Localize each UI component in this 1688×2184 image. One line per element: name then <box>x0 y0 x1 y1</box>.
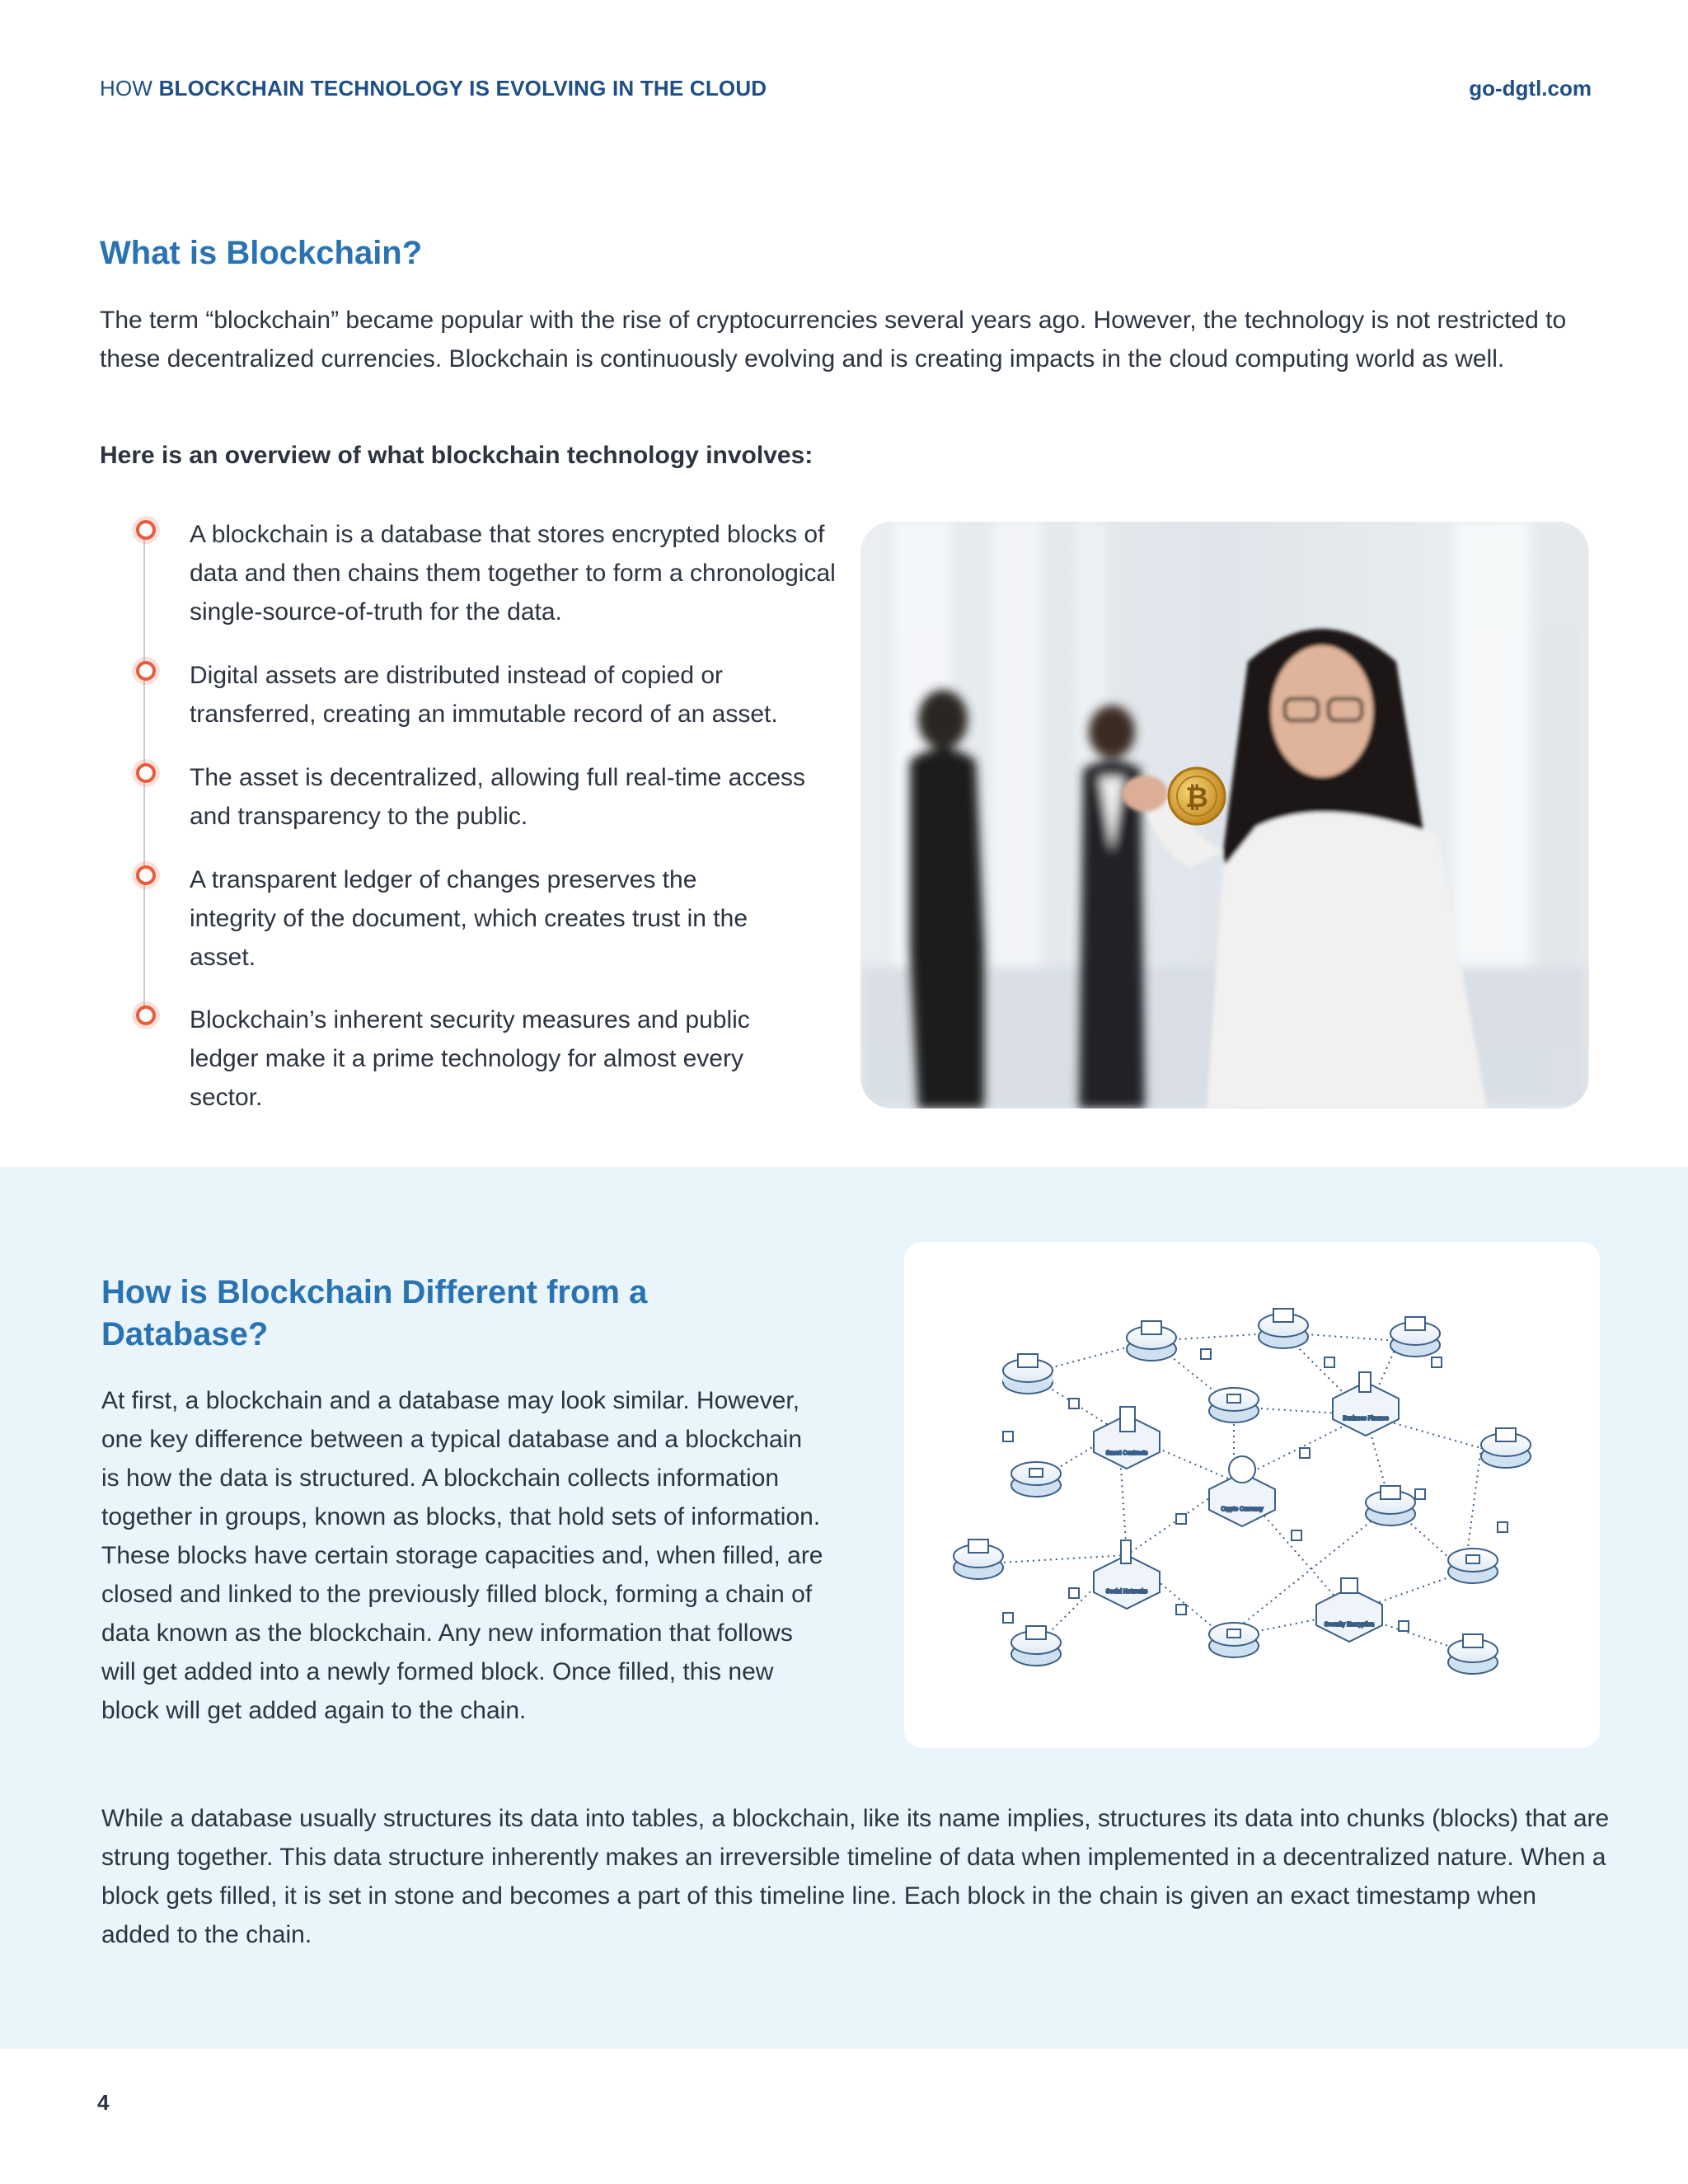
site-url[interactable]: go-dgtl.com <box>1469 76 1592 101</box>
node-label-social-networks: Social Networks <box>1105 1589 1148 1595</box>
section-title: How is Blockchain Different from a Database? <box>101 1274 648 1352</box>
header-title: BLOCKCHAIN TECHNOLOGY IS EVOLVING IN THE CLOUD <box>158 76 767 101</box>
bullet-text: The asset is decentralized, allowing full real-time access and transparency to the public. <box>190 764 805 830</box>
node-label-smart-contracts: Smart Contracts <box>1105 1451 1148 1456</box>
bullet-text: A transparent ledger of changes preserves the integrity of the document, which creates trust in the asset. <box>190 866 748 971</box>
node-label-security-encryption: Security Encryption <box>1324 1622 1375 1628</box>
bullet-dot-icon <box>136 520 156 540</box>
section-title: What is Blockchain? <box>100 235 423 271</box>
node-label-business-finance: Business Finance <box>1343 1416 1389 1422</box>
bullet-text: Digital assets are distributed instead of copied or transferred, creating an immutable record of an asset. <box>190 662 778 728</box>
header-prefix: HOW <box>100 76 153 101</box>
bullet-text: Blockchain’s inherent security measures and public ledger make it a prime technology for almost every sector. <box>190 1006 750 1111</box>
photo-woman-holding-bitcoin <box>860 522 1589 1108</box>
bullet-dot-icon <box>136 763 156 783</box>
bullet-dot-icon <box>136 1005 156 1025</box>
svg-text:₿: ₿ <box>1185 782 1208 813</box>
overview-lead: Here is an overview of what blockchain technology involves: <box>100 442 814 469</box>
intro-paragraph: The term “blockchain” became popular with the rise of cryptocurrencies several years ago. However, the technology is not restricted to these decentralized currencies. Blockchain is continuously evolving and is creating impacts in the cloud computing world as well. <box>100 307 1567 373</box>
photo-illustration <box>860 522 1589 1108</box>
body-paragraph: At first, a blockchain and a database may look similar. However, one key difference between a typical database and a blockchain is how the data is structured. A blockchain collects information together in groups, known as blocks, that hold sets of information. These blocks have certain storage capacities and, when filled, are closed and linked to the previously filled block, forming a chain of data known as the blockchain. Any new information that follows will get added into a newly formed block. Once filled, this new block will get added again to the chain. <box>101 1387 823 1724</box>
page-number: 4 <box>97 2090 110 2115</box>
network-illustration <box>904 1242 1600 1748</box>
bullet-dot-icon <box>136 661 156 681</box>
bullet-text: A blockchain is a database that stores encrypted blocks of data and then chains them together to form a chronological single-source-of-truth for the data. <box>190 521 836 626</box>
blockchain-network-diagram <box>904 1242 1600 1748</box>
node-label-crypto-currency: Crypto Currency <box>1221 1507 1264 1512</box>
bullet-dot-icon <box>136 865 156 885</box>
closing-paragraph: While a database usually structures its data into tables, a blockchain, like its name implies, structures its data into chunks (blocks) that are strung together. This data structure inherently makes an irreversible timeline of data when implemented in a decentralized nature. When a block gets filled, it is set in stone and becomes a part of this timeline line. Each block in the chain is given an exact timestamp when added to the chain. <box>101 1805 1610 1948</box>
